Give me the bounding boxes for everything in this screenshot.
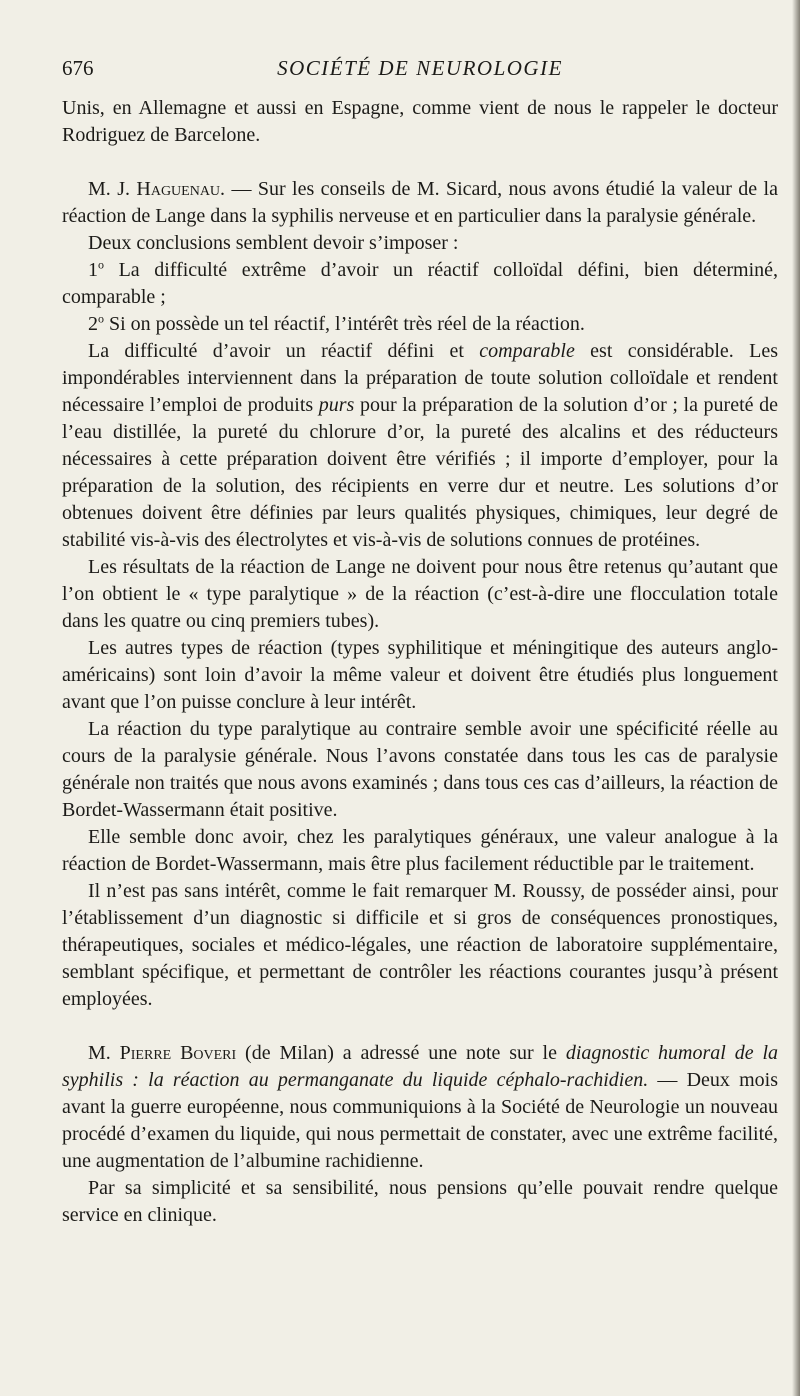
list-item-1: [62, 257, 778, 311]
page-number: 676: [62, 56, 94, 80]
italic-title: diagnostic humoral de la syphilis : la réaction au permanganate du liquide céphalo-rachidien.: [62, 1042, 778, 1091]
list-item-2: [62, 311, 778, 338]
paragraph-text: La réaction du type paralytique au contraire semble avoir une spécificité réelle au cours de la paralysie générale. Nous l’avons constatée dans tous les cas de paralysie générale non traités que nous avons examinés ; dans tous ces cas d’ailleurs, la réaction de Bordet-Wassermann était positive.: [62, 718, 778, 821]
paragraph-text: Par sa simplicité et sa sensibilité, nous pensions qu’elle pouvait rendre quelque service en clinique.: [62, 1177, 778, 1226]
paragraph-boveri: [62, 1040, 778, 1175]
paragraph-text: Unis, en Allemagne et aussi en Espagne, comme vient de nous le rappeler le docteur Rodriguez de Barcelone.: [62, 97, 778, 146]
list-number: 1: [88, 259, 98, 281]
paragraph: [62, 635, 778, 716]
paragraph-text: — Deux mois avant la guerre européenne, nous communiquions à la Société de Neurologie un nouveau procédé d’examen du liquide, qui nous permettait de constater, avec une extrême facilité, une augmentation de l’albumine rachidienne.: [62, 1069, 779, 1172]
paragraph-text: (de Milan) a adressé une note sur le: [236, 1042, 566, 1064]
paragraph-text: Si on possède un tel réactif, l’intérêt très réel de la réaction.: [104, 313, 585, 335]
paragraph-text: La difficulté d’avoir un réactif défini et: [88, 340, 480, 362]
paragraph-text: — Sur les conseils de M. Sicard, nous avons étudié la valeur de la réaction de Lange dans la syphilis nerveuse et en particulier dans la paralysie générale.: [62, 178, 778, 227]
body-text: [62, 95, 778, 1229]
list-number: 2: [88, 313, 98, 335]
italic-term: purs: [318, 394, 355, 416]
paragraph-text: Deux conclusions semblent devoir s’imposer :: [88, 232, 459, 254]
paragraph-haguenau: [62, 176, 778, 230]
paragraph: [62, 554, 778, 635]
author-name: M. J. Haguenau.: [88, 178, 226, 200]
paragraph: [62, 338, 778, 554]
section-gap: [62, 1013, 778, 1040]
paragraph-text: Les autres types de réaction (types syphilitique et méningitique des auteurs anglo-américains) sont loin d’avoir la même valeur et doivent être étudiés plus longuement avant que l’on puisse conclure à leur intérêt.: [62, 637, 778, 713]
running-title: SOCIÉTÉ DE NEUROLOGIE: [277, 56, 563, 80]
italic-term: comparable: [479, 340, 575, 362]
paragraph-text: est considérable. Les impondérables interviennent dans la préparation de toute solution colloïdale et rendent nécessaire l’emploi de produits: [62, 340, 778, 416]
paragraph-continuation: [62, 95, 778, 149]
page-header: [62, 54, 778, 82]
author-name: M. Pierre Boveri: [88, 1042, 237, 1064]
paragraph-text: Les résultats de la réaction de Lange ne doivent pour nous être retenus qu’autant que l’on obtient le « type paralytique » de la réaction (c’est-à-dire une flocculation totale dans les quatre ou cinq premiers tubes).: [62, 556, 778, 632]
paragraph-text: Elle semble donc avoir, chez les paralytiques généraux, une valeur analogue à la réaction de Bordet-Wassermann, mais être plus facilement réductible par le traitement.: [62, 826, 778, 875]
page-edge-shadow: [792, 0, 800, 1396]
paragraph-text: pour la préparation de la solution d’or ; la pureté de l’eau distillée, la pureté du chlorure d’or, la pureté des alcalins et des réducteurs nécessaires à cette préparation doivent être vérifiés ; il importe d’employer, pour la préparation de la solution, des récipients en verre dur et neutre. Les solutions d’or obtenues doivent être définies par leurs qualités physiques, chimiques, leur degré de stabilité vis-à-vis des électrolytes et vis-à-vis de solutions connues de protéines.: [62, 394, 778, 551]
paragraph-text: Il n’est pas sans intérêt, comme le fait remarquer M. Roussy, de posséder ainsi, pour l’établissement d’un diagnostic si difficile et si gros de conséquences pronostiques, thérapeutiques, sociales et médico-légales, une réaction de laboratoire supplémentaire, semblant spécifique, et permettant de contrôler les réactions courantes jusqu’à présent employées.: [62, 880, 778, 1010]
paragraph-text: La difficulté extrême d’avoir un réactif colloïdal défini, bien déterminé, comparable ;: [62, 259, 778, 308]
section-gap: [62, 149, 778, 176]
paragraph: [62, 716, 778, 824]
paragraph: [62, 824, 778, 878]
ordinal-mark: o: [98, 311, 104, 326]
paragraph: [62, 230, 778, 257]
ordinal-mark: o: [98, 257, 104, 272]
paragraph: [62, 878, 778, 1013]
paragraph: [62, 1175, 778, 1229]
